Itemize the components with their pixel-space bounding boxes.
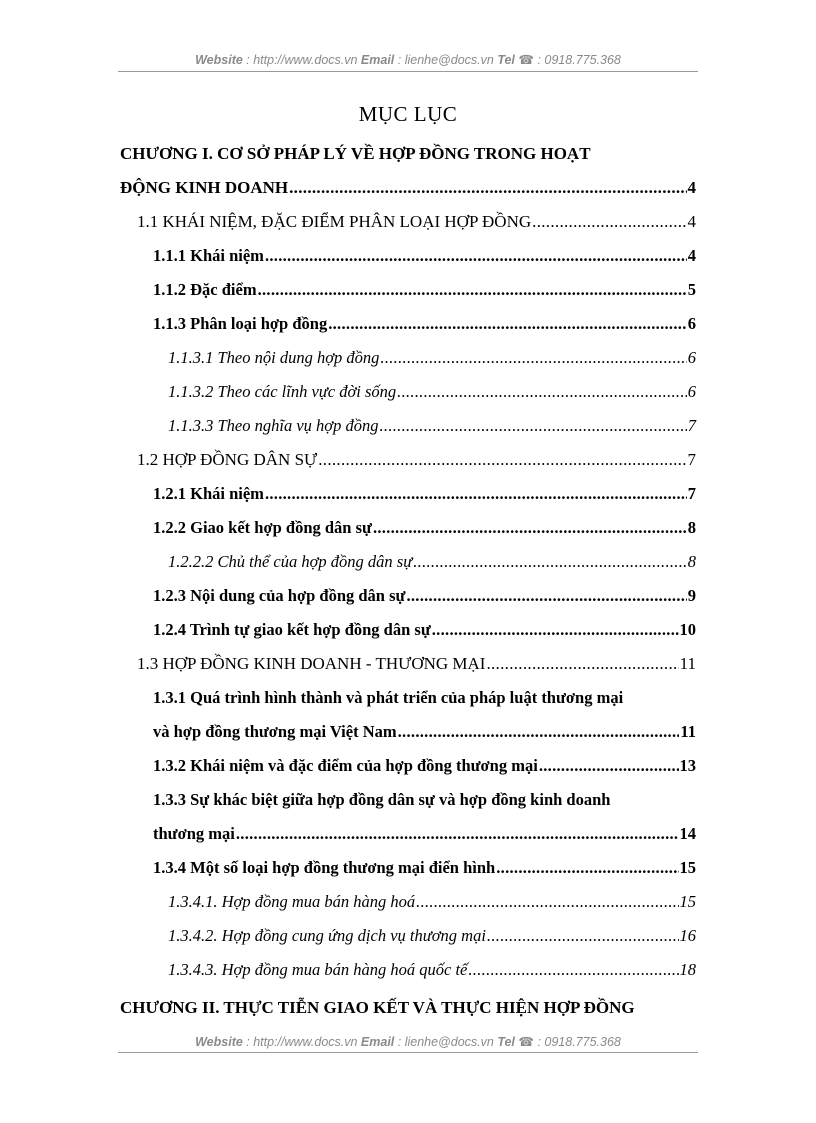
toc-leader-dots	[265, 246, 687, 266]
toc-entry-title: 1.3.4.2. Hợp đồng cung ứng dịch vụ thương mại	[168, 926, 486, 945]
toc-entry[interactable]	[153, 246, 696, 266]
header-tel-value: : 0918.775.368	[533, 53, 621, 67]
toc-entry-page: 7	[687, 416, 696, 435]
toc-leader-dots	[406, 586, 686, 606]
toc-leader-dots	[432, 620, 679, 640]
toc-entry[interactable]	[168, 348, 696, 368]
toc-entry[interactable]	[168, 552, 696, 572]
toc-entry-page: 6	[687, 348, 696, 367]
toc-entry-title: 1.1.2 Đặc điểm	[153, 280, 257, 299]
toc-entry-title: 1.2.1 Khái niệm	[153, 484, 264, 503]
toc-leader-dots	[468, 960, 678, 980]
toc-entry-page: 4	[687, 178, 696, 197]
toc-entry-title: 1.2.4 Trình tự giao kết hợp đồng dân sự	[153, 620, 431, 639]
toc-leader-dots	[380, 348, 686, 368]
toc-entry-title: 1.2.2 Giao kết hợp đồng dân sự	[153, 518, 372, 537]
toc-entry-title: 1.3.4.1. Hợp đồng mua bán hàng hoá	[168, 892, 416, 911]
footer-website-value: : http://www.docs.vn	[242, 1035, 361, 1049]
toc-leader-dots	[496, 858, 678, 878]
header-divider	[118, 71, 698, 72]
toc-entry-title: và hợp đồng thương mại Việt Nam	[153, 722, 397, 741]
toc-leader-dots	[258, 280, 687, 300]
toc-leader-dots	[373, 518, 687, 538]
toc-entry-page: 5	[687, 280, 696, 299]
toc-leader-dots	[265, 484, 687, 504]
toc-entry-title: 1.2 HỢP ĐỒNG DÂN SỰ	[137, 450, 318, 469]
toc-leader-dots	[397, 382, 687, 402]
toc-entry-title: 1.1.3.2 Theo các lĩnh vực đời sống	[168, 382, 397, 401]
toc-leader-dots	[379, 416, 686, 436]
toc-entry[interactable]	[168, 382, 696, 402]
toc-entry-title: thương mại	[153, 824, 235, 843]
toc-entry-page: 11	[679, 654, 696, 673]
toc-leader-dots	[416, 892, 678, 912]
toc-leader-dots	[398, 722, 680, 742]
toc-entry-page: 4	[687, 246, 696, 265]
toc-entry-page: 6	[687, 314, 696, 333]
toc-entry[interactable]	[168, 416, 696, 436]
toc-entry-page: 15	[679, 858, 696, 877]
toc-entry[interactable]	[153, 722, 696, 742]
toc-leader-dots	[328, 314, 687, 334]
toc-entry-page: 4	[687, 212, 696, 231]
footer-divider	[118, 1052, 698, 1053]
toc-entry[interactable]	[137, 212, 696, 232]
toc-entry-page: 7	[687, 450, 696, 469]
toc-entry[interactable]	[168, 926, 696, 946]
toc-leader-dots	[487, 926, 679, 946]
toc-entry[interactable]	[153, 620, 696, 640]
toc-entry-page: 9	[687, 586, 696, 605]
phone-icon: ☎	[518, 53, 534, 67]
toc-entry-title: 1.3.4.3. Hợp đồng mua bán hàng hoá quốc tế	[168, 960, 468, 979]
footer-tel-value: : 0918.775.368	[533, 1035, 621, 1049]
page-header	[118, 52, 698, 67]
footer-email-label: Email	[360, 1035, 395, 1049]
toc-entry-page: 8	[687, 518, 696, 537]
toc-leader-dots	[318, 450, 686, 470]
footer-website-label: Website	[195, 1035, 243, 1049]
page-title: MỤC LỤC	[358, 102, 458, 126]
toc-entry[interactable]	[153, 756, 696, 776]
toc-entry-title: 1.2.3 Nội dung của hợp đồng dân sự	[153, 586, 406, 605]
header-website-value: : http://www.docs.vn	[242, 53, 361, 67]
toc-entry-page: 7	[687, 484, 696, 503]
toc-entry[interactable]	[168, 892, 696, 912]
header-email-label: Email	[360, 53, 395, 67]
toc-entry[interactable]	[137, 654, 696, 674]
toc-entry-title: 1.3.2 Khái niệm và đặc điểm của hợp đồng thương mại	[153, 756, 538, 775]
toc-entry-title: 1.1 KHÁI NIỆM, ĐẶC ĐIỂM PHÂN LOẠI HỢP ĐỒNG	[137, 212, 532, 231]
toc-entry[interactable]	[153, 484, 696, 504]
toc-entry-page: 16	[679, 926, 696, 945]
toc-entry[interactable]	[137, 450, 696, 470]
toc-entry-page: 6	[687, 382, 696, 401]
header-email-value: : lienhe@docs.vn	[394, 53, 498, 67]
toc-entry-page: 8	[687, 552, 696, 571]
toc-entry-page: 13	[679, 756, 696, 775]
toc-entry-title: 1.3.4 Một số loại hợp đồng thương mại điển hình	[153, 858, 496, 877]
toc-chapter-2-line-1: CHƯƠNG II. THỰC TIỄN GIAO KẾT VÀ THỰC HIỆN HỢP ĐỒNG	[120, 998, 635, 1017]
toc-entry[interactable]	[153, 824, 696, 844]
toc-entry-title: 1.1.3 Phân loại hợp đồng	[153, 314, 328, 333]
toc-entry[interactable]	[153, 314, 696, 334]
toc-entry-page: 18	[679, 960, 696, 979]
toc-entry-title: ĐỘNG KINH DOANH	[120, 178, 289, 197]
footer-email-value: : lienhe@docs.vn	[394, 1035, 498, 1049]
toc-leader-dots	[486, 654, 678, 674]
toc-entry-page: 11	[680, 722, 696, 741]
footer-tel-label: Tel	[497, 1035, 515, 1049]
header-tel-label: Tel	[497, 53, 515, 67]
toc-entry[interactable]	[153, 518, 696, 538]
toc-entry-line-1: 1.3.1 Quá trình hình thành và phát triển của pháp luật thương mại	[153, 688, 624, 707]
toc-entry[interactable]	[168, 960, 696, 980]
toc-leader-dots	[539, 756, 679, 776]
header-website-label: Website	[195, 53, 243, 67]
toc-leader-dots	[289, 178, 686, 198]
toc-leader-dots	[413, 552, 687, 572]
toc-entry-page: 14	[679, 824, 696, 843]
toc-entry[interactable]	[120, 178, 696, 198]
toc-entry-page: 10	[679, 620, 696, 639]
toc-chapter-1-line-1: CHƯƠNG I. CƠ SỞ PHÁP LÝ VỀ HỢP ĐỒNG TRONG HOẠT	[120, 144, 591, 163]
toc-entry-title: 1.3 HỢP ĐỒNG KINH DOANH - THƯƠNG MẠI	[137, 654, 486, 673]
toc-entry[interactable]	[153, 858, 696, 878]
toc-entry[interactable]	[153, 280, 696, 300]
toc-entry-title: 1.1.1 Khái niệm	[153, 246, 264, 265]
toc-entry-page: 15	[679, 892, 696, 911]
phone-icon: ☎	[518, 1035, 534, 1049]
toc-entry[interactable]	[153, 586, 696, 606]
toc-entry-title: 1.1.3.3 Theo nghĩa vụ hợp đồng	[168, 416, 379, 435]
page-footer	[118, 1034, 698, 1049]
toc-leader-dots	[236, 824, 679, 844]
toc-entry-line-1: 1.3.3 Sự khác biệt giữa hợp đồng dân sự và hợp đồng kinh doanh	[153, 790, 611, 809]
toc-entry-title: 1.2.2.2 Chủ thể của hợp đồng dân sự	[168, 552, 413, 571]
toc-entry-title: 1.1.3.1 Theo nội dung hợp đồng	[168, 348, 380, 367]
toc-leader-dots	[532, 212, 686, 232]
